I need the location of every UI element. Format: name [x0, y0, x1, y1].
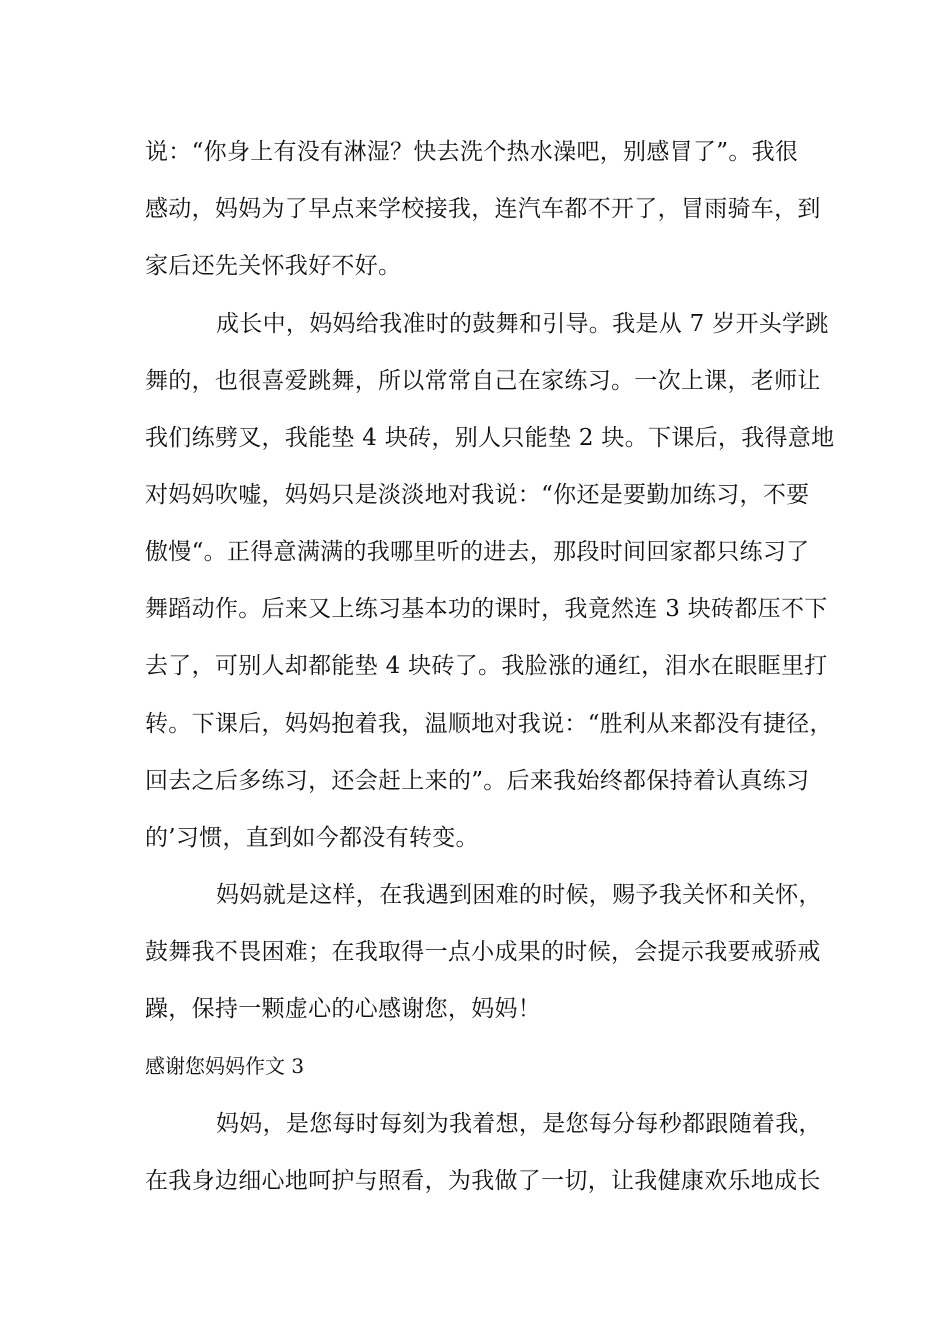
paragraph-2-line-6: 舞蹈动作。后来又上练习基本功的课时，我竟然连 3 块砖都压不下 — [145, 596, 828, 622]
paragraph-4-line-1: 妈妈，是您每时每刻为我着想，是您每分每秒都跟随着我， — [216, 1111, 822, 1137]
paragraph-2-line-8: 转。下课后，妈妈抱着我，温顺地对我说：“胜利从来都没有捷径， — [145, 711, 833, 737]
paragraph-2-line-1: 成长中，妈妈给我准时的鼓舞和引导。我是从 7 岁开头学跳 — [216, 311, 829, 337]
paragraph-2-line-4: 对妈妈吹嘘，妈妈只是淡淡地对我说：“你还是要勤加练习，不要 — [145, 482, 810, 508]
paragraph-3-line-3: 躁，保持一颗虚心的心感谢您，妈妈！ — [145, 996, 542, 1022]
paragraph-1-line-2: 感动，妈妈为了早点来学校接我，连汽车都不开了，冒雨骑车，到 — [145, 196, 821, 222]
paragraph-2-line-3: 我们练劈叉，我能垫 4 块砖，别人只能垫 2 块。下课后，我得意地 — [145, 425, 835, 451]
paragraph-2-line-10: 的’习惯，直到如今都没有转变。 — [145, 825, 479, 851]
section-heading: 感谢您妈妈作文 3 — [145, 1054, 305, 1078]
paragraph-2-line-9: 回去之后多练习，还会赶上来的”。后来我始终都保持着认真练习 — [145, 768, 810, 794]
paragraph-1-line-1: 说：“你身上有没有淋湿？快去洗个热水澡吧，别感冒了”。我很 — [145, 139, 799, 165]
paragraph-4-line-2: 在我身边细心地呵护与照看，为我做了一切，让我健康欢乐地成长 — [145, 1168, 821, 1194]
paragraph-3-line-2: 鼓舞我不畏困难；在我取得一点小成果的时候，会提示我要戒骄戒 — [145, 939, 821, 965]
paragraph-1-line-3: 家后还先关怀我好不好。 — [145, 253, 402, 279]
paragraph-2-line-5: 傲慢“。正得意满满的我哪里听的进去，那段时间回家都只练习了 — [145, 539, 810, 565]
paragraph-3-line-1: 妈妈就是这样，在我遇到困难的时候，赐予我关怀和关怀， — [216, 882, 822, 908]
paragraph-2-line-7: 去了，可别人却都能垫 4 块砖了。我脸涨的通红，泪水在眼眶里打 — [145, 653, 828, 679]
paragraph-2-line-2: 舞的，也很喜爱跳舞，所以常常自己在家练习。一次上课，老师让 — [145, 368, 821, 394]
